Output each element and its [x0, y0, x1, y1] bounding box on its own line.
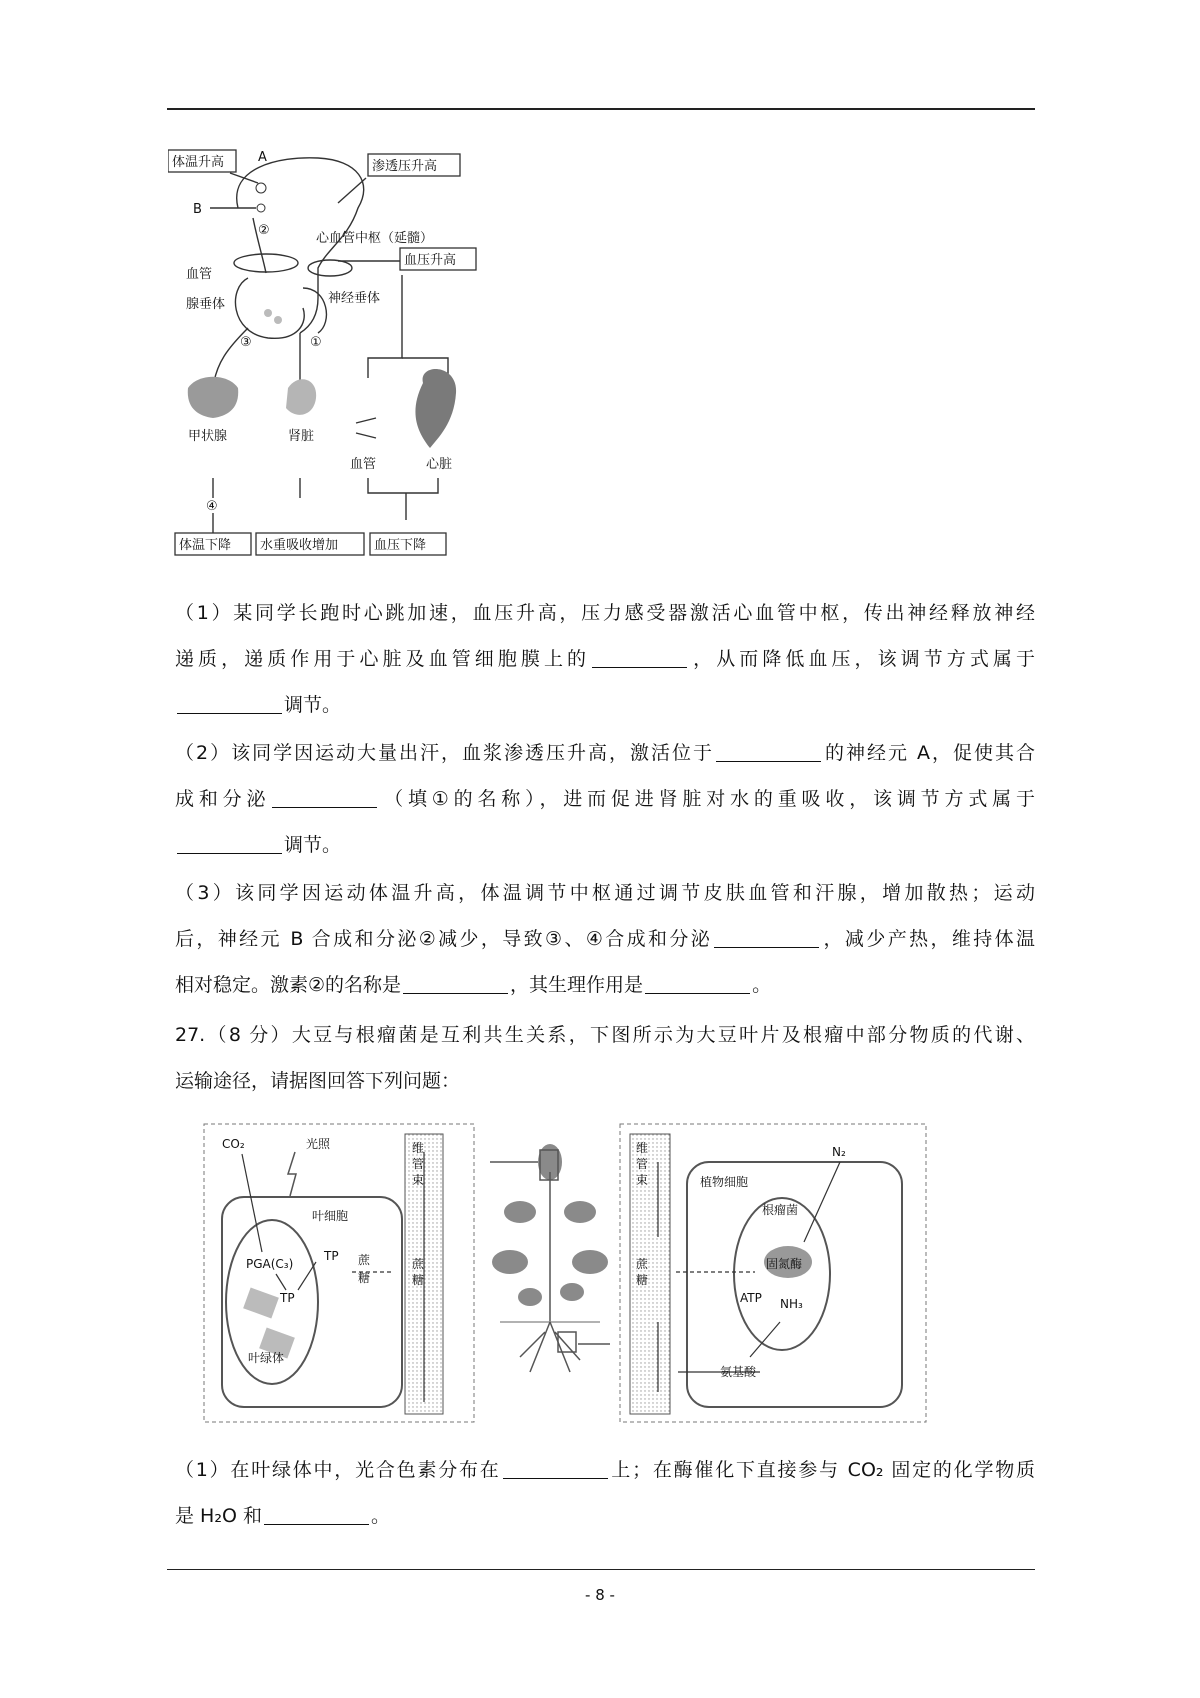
label-co2: CO₂: [222, 1137, 245, 1151]
answer-blank[interactable]: [177, 833, 282, 854]
q27-intro: [175, 1012, 1035, 1104]
q27-part1: [175, 1447, 1035, 1539]
label-sucrose-leaf-2: 糖: [358, 1271, 371, 1285]
answer-blank[interactable]: [645, 973, 750, 994]
label-leaf-cell: 叶细胞: [312, 1209, 349, 1223]
regulation-diagram: [168, 148, 528, 574]
label-vb-right-1: 维: [636, 1141, 649, 1155]
label-circle-4: ④: [206, 499, 218, 514]
q27-p1-line1: [175, 1447, 1035, 1493]
q27-p1-text-b: 上；在酶催化下直接参与 CO₂ 固定的化学物质: [609, 1459, 1035, 1481]
q26-p1-text-a: 递质，递质作用于心脏及血管细胞膜上的: [175, 648, 591, 670]
label-tp-1: TP: [324, 1249, 339, 1263]
label-circle-3: ③: [240, 335, 252, 350]
label-tp-2: TP: [280, 1291, 295, 1305]
q27-p1-text-d: 。: [370, 1505, 390, 1527]
answer-blank[interactable]: [272, 787, 377, 808]
label-atp: ATP: [740, 1291, 762, 1305]
label-vb-right-3: 束: [636, 1173, 649, 1187]
q26-p2-text-c: 成和分泌: [175, 788, 271, 810]
page-number: - 8 -: [585, 1586, 615, 1604]
label-plant-cell: 植物细胞: [700, 1175, 749, 1189]
q26-p1-line2: [175, 636, 1035, 682]
q26-p3-text-b: ，减少产热，维持体温: [821, 928, 1035, 950]
label-vb-left-3: 束: [412, 1173, 425, 1187]
q26-p3-line3: [175, 962, 1035, 1008]
label-blood-vessel: 血管: [350, 457, 377, 472]
footer-rule: [167, 1569, 1035, 1570]
q26-p2-text-d: （填①的名称），进而促进肾脏对水的重吸收，该调节方式属于: [379, 788, 1035, 810]
answer-blank[interactable]: [403, 973, 508, 994]
q26-p1-line1: （1）某同学长跑时心跳加速，血压升高，压力感受器激活心血管中枢，传出神经释放神经: [175, 602, 1035, 624]
q27-p1-line2: [175, 1493, 1035, 1539]
label-bp-down: 血压下降: [374, 538, 427, 553]
q26-p3-text-c: 相对稳定。激素②的名称是: [175, 974, 402, 996]
header-rule: [167, 108, 1035, 110]
label-n2: N₂: [832, 1145, 846, 1159]
label-vb-left-sucrose-2: 糖: [412, 1273, 425, 1287]
q26-p2-line2: [175, 776, 1035, 822]
q26-part3: [175, 870, 1035, 1008]
label-vb-left-1: 维: [412, 1141, 425, 1155]
label-vb-right-sucrose-1: 蔗: [636, 1257, 649, 1271]
label-light: 光照: [306, 1137, 331, 1151]
q26-p3-line2: [175, 916, 1035, 962]
answer-blank[interactable]: [503, 1458, 608, 1479]
q26-p2-line3: [175, 822, 1035, 868]
label-nh3: NH₃: [780, 1297, 803, 1311]
q27-p1-text-c: 是 H₂O 和: [175, 1505, 262, 1527]
label-pga: PGA(C₃): [246, 1257, 294, 1271]
label-nitrogenase: 固氮酶: [766, 1257, 803, 1271]
label-amino-acid: 氨基酸: [720, 1365, 757, 1379]
answer-blank[interactable]: [177, 693, 282, 714]
label-sucrose-leaf-1: 蔗: [358, 1253, 371, 1267]
label-vb-left-2: 管: [412, 1157, 425, 1171]
label-vessel: 血管: [186, 267, 213, 282]
q26-p2-text-a: （2）该同学因运动大量出汗，血浆渗透压升高，激活位于: [175, 742, 714, 764]
label-A: A: [258, 150, 267, 165]
label-water-reabsorb: 水重吸收增加: [260, 538, 339, 553]
label-circle-1: ①: [310, 335, 322, 350]
q26-p1-text-c: 调节。: [284, 694, 342, 716]
label-circle-2: ②: [258, 223, 270, 238]
q27-intro-line2: 运输途径，请据图回答下列问题：: [175, 1070, 461, 1092]
label-adenohypophysis: 腺垂体: [186, 297, 226, 312]
label-bp-rise: 血压升高: [404, 253, 457, 268]
label-neurohypophysis: 神经垂体: [328, 291, 381, 306]
q26-p3-text-a: 后，神经元 B 合成和分泌②减少，导致③、④合成和分泌: [175, 928, 713, 950]
label-body-temp-rise: 体温升高: [172, 155, 225, 170]
answer-blank[interactable]: [714, 927, 819, 948]
label-thyroid: 甲状腺: [188, 429, 228, 444]
label-B: B: [193, 202, 202, 217]
label-vb-right-2: 管: [636, 1157, 649, 1171]
q26-p3-line1: （3）该同学因运动体温升高，体温调节中枢通过调节皮肤血管和汗腺，增加散热；运动: [175, 882, 1035, 904]
q26-p2-line1: [175, 730, 1035, 776]
q26-p3-text-d: ，其生理作用是: [510, 974, 644, 996]
q26-p1-text-b: ，从而降低血压，该调节方式属于: [689, 648, 1035, 670]
q26-p1-line3: [175, 682, 1035, 728]
q27-p1-text-a: （1）在叶绿体中，光合色素分布在: [175, 1459, 501, 1481]
label-cv-center: 心血管中枢（延髓）: [316, 231, 434, 246]
answer-blank[interactable]: [264, 1504, 369, 1525]
q26-part1: [175, 590, 1035, 728]
label-temp-down: 体温下降: [179, 538, 232, 553]
label-vb-right-sucrose-2: 糖: [636, 1273, 649, 1287]
q26-p2-text-e: 调节。: [284, 834, 342, 856]
label-osmotic-rise: 渗透压升高: [372, 159, 438, 174]
label-vb-left-sucrose-1: 蔗: [412, 1257, 425, 1271]
q26-part2: [175, 730, 1035, 868]
label-rhizobium: 根瘤菌: [762, 1203, 799, 1217]
label-kidney: 肾脏: [288, 429, 315, 444]
q26-p3-text-e: 。: [752, 974, 772, 996]
soybean-diagram: [200, 1122, 930, 1427]
label-chloroplast: 叶绿体: [248, 1351, 285, 1365]
answer-blank[interactable]: [716, 741, 821, 762]
answer-blank[interactable]: [592, 647, 687, 668]
q26-p2-text-b: 的神经元 A，促使其合: [823, 742, 1035, 764]
q27-intro-line1: 27.（8 分）大豆与根瘤菌是互利共生关系，下图所示为大豆叶片及根瘤中部分物质的代谢、: [175, 1024, 1035, 1046]
label-heart: 心脏: [426, 457, 453, 472]
